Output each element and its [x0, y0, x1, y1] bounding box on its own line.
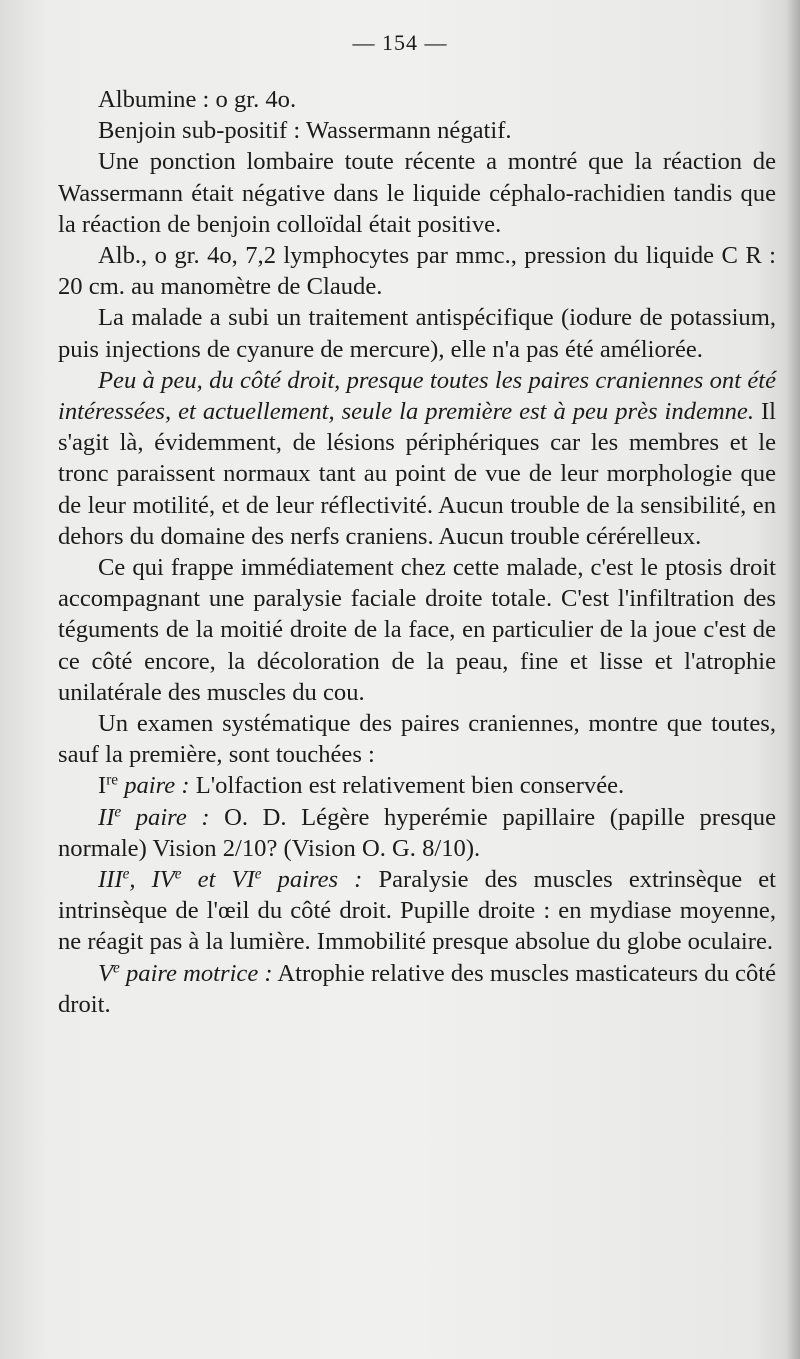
- paragraph-paires-3-4-6: IIIe, IVe et VIe paires : Paralysie des muscles extrinsèque et intrinsèque de l'œil du côté droit. Pupille droite : en mydiase moyenne, ne réagit pas à la lumière. Immobilité presque absolue du globe oculaire.: [58, 865, 776, 956]
- paragraph-ponction: Une ponction lombaire toute récente a montré que la réaction de Wassermann était négative dans le liquide céphalo-rachidien tandis que la réaction de benjoin colloïdal était positive.: [58, 148, 776, 238]
- paragraph-ptosis: Ce qui frappe immédiatement chez cette malade, c'est le ptosis droit accompagnant une paralysie faciale droite totale. C'est l'infiltration des téguments de la moitié droite de la face, en particulier de la joue c'est de ce côté encore, la décoloration de la peau, fine et lisse et l'atrophie unilatérale des muscles du cou.: [58, 554, 776, 706]
- paragraph-alb: Alb., o gr. 4o, 7,2 lymphocytes par mmc., pression du liquide C R : 20 cm. au manomètre de Claude.: [58, 242, 776, 301]
- paragraph-benjoin: Benjoin sub-positif : Wassermann négatif.: [98, 117, 512, 145]
- page-edge-shadow: [786, 0, 800, 1359]
- paragraph-examen: Un examen systématique des paires craniennes, montre que toutes, sauf la première, sont touchées :: [58, 710, 776, 769]
- body-text: [58, 84, 776, 1020]
- paragraph-peu-a-peu: Peu à peu, du côté droit, presque toutes les paires craniennes ont été intéressées, et actuellement, seule la première est à peu près indemne. Il s'agit là, évidemment, de lésions périphériques car les membres et le tronc paraissent normaux tant au point de vue de leur morphologie que de leur motilité, et de leur réflectivité. Aucun trouble de la sensibilité, en dehors du domaine des nerfs craniens. Aucun trouble cérérelleux.: [58, 366, 776, 550]
- paragraph-traitement: La malade a subi un traitement antispécifique (iodure de potassium, puis injections de cyanure de mercure), elle n'a pas été améliorée.: [58, 304, 776, 363]
- paragraph-paire-2: IIe paire : O. D. Légère hyperémie papillaire (papille presque normale) Vision 2/10? (Vision O. G. 8/10).: [58, 803, 776, 862]
- paragraph-paire-5: Ve paire motrice : Atrophie relative des muscles masticateurs du côté droit.: [58, 959, 776, 1018]
- paragraph-albumine: Albumine : o gr. 4o.: [98, 86, 297, 113]
- italic-span: Peu à peu, du côté droit, presque toutes les paires craniennes ont été intéressées, et actuellement, seule la première est à peu près indemne.: [58, 366, 776, 426]
- page-number: — 154 —: [352, 30, 448, 55]
- paragraph-paire-1: Ire paire : L'olfaction est relativement bien conservée.: [98, 772, 625, 800]
